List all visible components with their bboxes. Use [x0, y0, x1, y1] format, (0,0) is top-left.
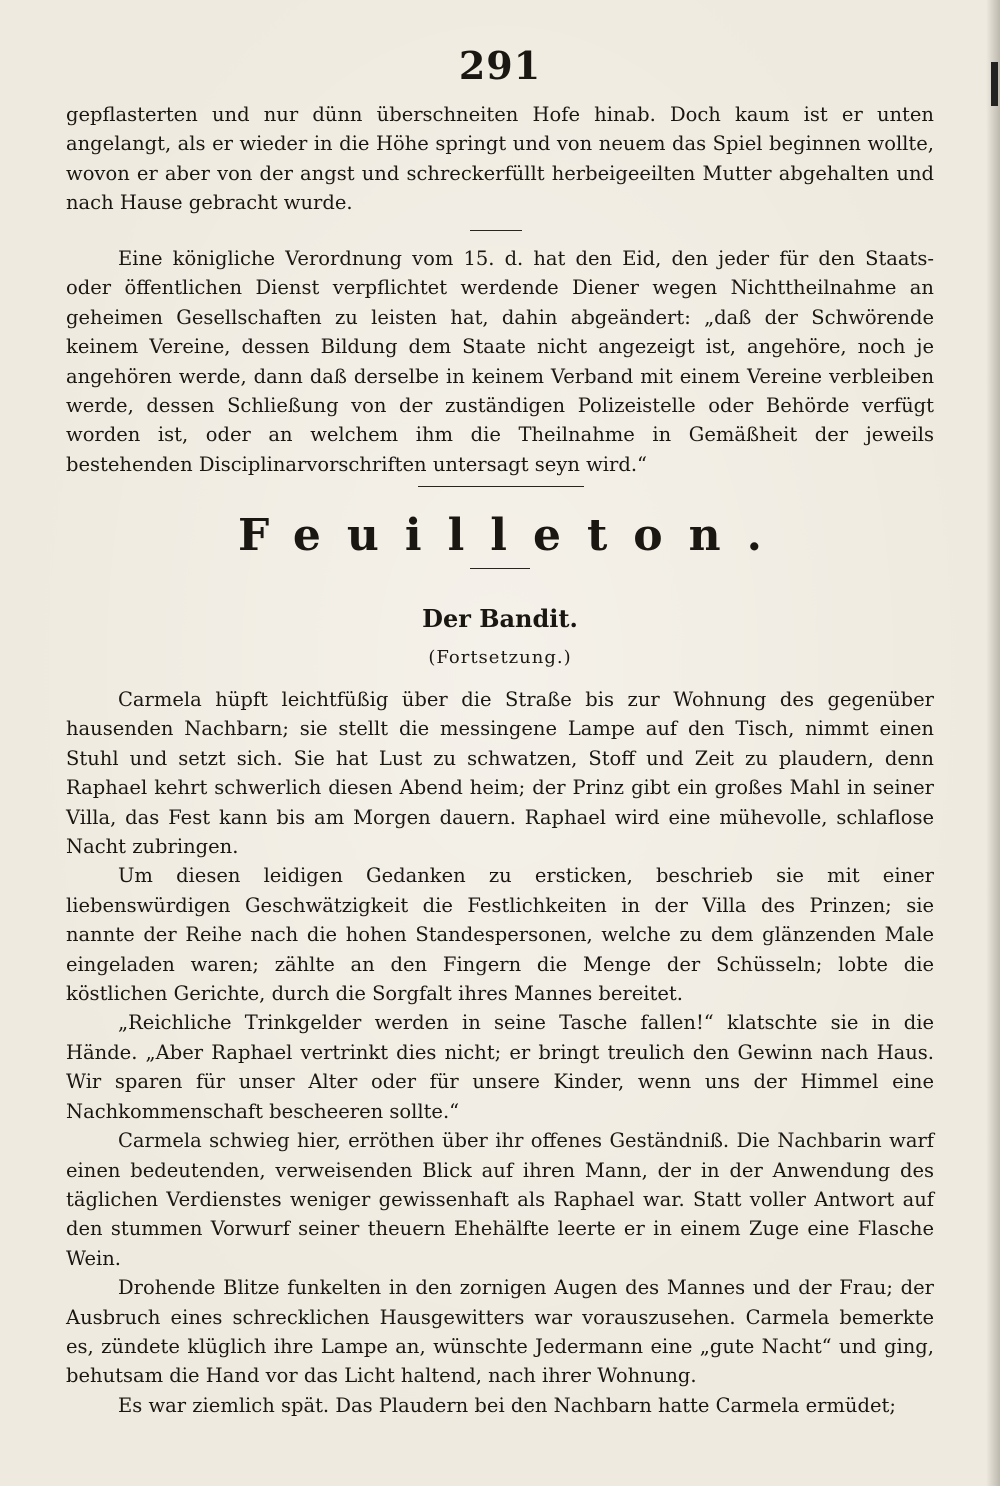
section-heading: Feuilleton. [238, 510, 788, 561]
page-edge-shadow [986, 0, 1000, 1486]
story-paragraph: Drohende Blitze funkelten in den zornigen Augen des Mannes und der Frau; der Ausbruch eines schrecklichen Hausgewitters war vorauszusehen. Carmela bemerkte es, zündete klüglich ihre Lampe an, wünschte Jedermann eine „gute Nacht“ und ging, behutsam die Hand vor das Licht haltend, nach ihrer Wohnung. [66, 1276, 934, 1388]
news-paragraph: Eine königliche Verordnung vom 15. d. hat den Eid, den jeder für den Staats- oder öffentlichen Dienst verpflichtet werdende Diener wegen Nichttheilnahme an geheimen Gesellschaften zu leisten hat, dahin abgeändert: „daß der Schwörende keinem Vereine, dessen Bildung dem Staate nicht angezeigt ist, angehöre, noch je angehören werde, dann daß derselbe in keinem Verband mit einem Vereine verbleiben werde, dessen Schließung von der zuständigen Polizeistelle oder Behörde verfügt worden ist, oder an welchem ihm die Theilnahme in Gemäßheit der jeweils bestehenden Disciplinarvorschriften untersagt seyn wird.“ [66, 247, 934, 476]
separator-rule [418, 486, 584, 487]
news-text-block [66, 244, 934, 479]
separator-rule [470, 568, 530, 569]
story-paragraph: „Reichliche Trinkgelder werden in seine Tasche fallen!“ klatschte sie in die Hände. „Aber Raphael vertrinkt dies nicht; er bringt treulich den Gewinn nach Haus. Wir sparen für unser Alter oder für unsere Kinder, wenn uns der Himmel eine Nachkommenschaft bescheeren sollte.“ [66, 1011, 934, 1123]
story-paragraph: Es war ziemlich spät. Das Plaudern bei den Nachbarn hatte Carmela ermüdet; [118, 1393, 896, 1417]
story-title: Der Bandit. [422, 604, 578, 633]
story-paragraph: Um diesen leidigen Gedanken zu ersticken, beschrieb sie mit einer liebenswürdigen Geschwätzigkeit die Festlichkeiten in der Villa des Prinzen; sie nannte der Reihe nach die hohen Standespersonen, welche zu dem glänzenden Male eingeladen waren; zählte an den Fingern die Menge der Schüsseln; lobte die köstlichen Gerichte, durch die Sorgfalt ihres Mannes bereitet. [66, 864, 934, 1006]
story-subtitle: (Fortsetzung.) [428, 647, 572, 668]
story-text-block [66, 685, 934, 1420]
news-text-block [66, 100, 934, 218]
story-paragraph: Carmela schwieg hier, erröthen über ihr offenes Geständniß. Die Nachbarin warf einen bedeutenden, verweisenden Blick auf ihren Mann, der in der Anwendung des täglichen Verdienstes weniger gewissenhaft als Raphael war. Statt voller Antwort auf den stummen Vorwurf seiner theuern Ehehälfte leerte er in einem Zuge eine Flasche Wein. [66, 1129, 934, 1270]
page-number: 291 [458, 43, 542, 88]
story-paragraph: Carmela hüpft leichtfüßig über die Straße bis zur Wohnung des gegenüber hausenden Nachbarn; sie stellt die messingene Lampe auf den Tisch, nimmt einen Stuhl und setzt sich. Sie hat Lust zu schwatzen, Stoff und Zeit zu plaudern, denn Raphael kehrt schwerlich diesen Abend heim; der Prinz gibt ein großes Mahl in seiner Villa, das Fest kann bis am Morgen dauern. Raphael wird eine mühevolle, schlaflose Nacht zubringen. [66, 688, 934, 859]
separator-rule [470, 230, 522, 231]
news-paragraph: gepflasterten und nur dünn überschneiten Hofe hinab. Doch kaum ist er unten angelangt, als er wieder in die Höhe springt und von neuem das Spiel beginnen wollte, wovon er aber von der angst und schreckerfüllt herbeigeeilten Mutter abgehalten und nach Hause gebracht wurde. [66, 103, 934, 215]
